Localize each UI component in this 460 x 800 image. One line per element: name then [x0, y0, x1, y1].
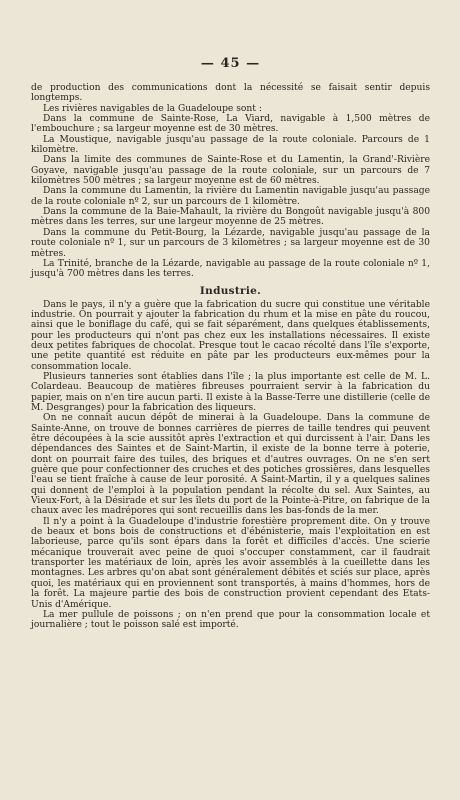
paragraph: Dans la commune du Petit-Bourg, la Lézarde, navigable jusqu'au passage de la route coloniale nº 1, sur un parcours de 3 kilomètres ; sa largeur moyenne est de 30 mètres.: [31, 227, 430, 259]
paragraph: La Moustique, navigable jusqu'au passage de la route coloniale. Parcours de 1 kilomètre.: [31, 134, 430, 156]
paragraph: Dans le pays, il n'y a guère que la fabrication du sucre qui constitue une véritable industrie. On pourrait y ajouter la fabrication du rhum et la mise en pâte du roucou, ainsi que le boniflage du café, qui se fait séparément, dans quelques établissements, pour les producteurs qui n'ont pas chez eux les installations nécessaires. Il existe deux petites fabriques de chocolat. Presque tout le cacao récolté dans l'île s'exporte, une petite quantité est réduite en pâte par les producteurs eux-mêmes pour la consommation locale.: [31, 299, 430, 372]
paragraph: Les rivières navigables de la Guadeloupe sont :: [43, 103, 262, 114]
rivers-section: [31, 83, 430, 280]
paragraph: Dans la limite des communes de Sainte-Rose et du Lamentin, la Grand'-Rivière Goyave, navigable jusqu'au passage de la route coloniale, sur un parcours de 7 kilomètres 500 mètres ; sa largeur moyenne est de 60 mètres.: [31, 155, 430, 187]
page-number: — 45 —: [200, 56, 261, 71]
industry-section: [31, 300, 430, 631]
paragraph: de production des communications dont la nécessité se faisait sentir depuis longtemps.: [31, 83, 430, 104]
paragraph: Dans la commune de Sainte-Rose, La Viard, navigable à 1,500 mètres de l'embouchure ; sa largeur moyenne est de 30 mètres.: [31, 114, 430, 135]
paragraph: La mer pullule de poissons ; on n'en prend que pour la consommation locale et journalière ; tout le poisson salé est importé.: [31, 609, 430, 631]
paragraph: Dans la commune du Lamentin, la rivière du Lamentin navigable jusqu'au passage de la route coloniale nº 2, sur un parcours de 1 kilomètre.: [31, 186, 430, 207]
paragraph: La Trinité, branche de la Lézarde, navigable au passage de la route coloniale nº 1, jusqu'à 700 mètres dans les terres.: [31, 258, 430, 280]
paragraph: On ne connaît aucun dépôt de minerai à la Guadeloupe. Dans la commune de Sainte-Anne, on trouve de bonnes carrières de pierres de taille tendres qui peuvent être découpées à la scie aussitôt après l'extraction et qui durcissent à l'air. Dans les dépendances des Saintes et de Saint-Martin, il existe de la bonne terre à poterie, dont on pourrait faire des tuiles, des briques et d'autres ouvrages. On ne s'en sert guère que pour confectionner des cruches et des potiches grossières, dans lesquelles l'eau se tient fraîche à cause de leur porosité. A Saint-Martin, il y a quelques salines qui donnent de l'emploi à la population pendant la récolte du sel. Aux Saintes, au Vieux-Fort, à la Désirade et sur les îlets du port de la Pointe-à-Pitre, on fabrique de la chaux avec les madrépores qui sont recueillis dans les bas-fonds de la mer.: [31, 413, 430, 517]
section-heading: Industrie.: [199, 284, 262, 297]
paragraph: Dans la commune de la Baie-Mahault, la rivière du Bongoût navigable jusqu'à 800 mètres dans les terres, sur une largeur moyenne de 25 mètres.: [31, 207, 430, 228]
paragraph: Plusieurs tanneries sont établies dans l'île ; la plus importante est celle de M. L. Colardeau. Beaucoup de matières fibreuses pourraient servir à la fabrication du papier, mais on n'en tire aucun parti. Il existe à la Basse-Terre une distillerie (celle de M. Desgranges) pour la fabrication des liqueurs.: [31, 371, 430, 413]
paragraph: Il n'y a point à la Guadeloupe d'industrie forestière proprement dite. On y trouve de beaux et bons bois de constructions et d'ébénisterie, mais l'exploitation en est laborieuse, parce qu'ils sont épars dans la forêt et difficiles d'accès. Une scierie mécanique trouverait avec peine de quoi s'occuper constamment, car il faudrait transporter les matériaux de loin, après les avoir assemblés à la cueillette dans les montagnes. Les arbres qu'on abat sont généralement débités et sciés sur place, après quoi, les matériaux qui en proviennent sont transportés, à mains d'hommes, hors de la forêt. La majeure partie des bois de construction provient cependant des Etats-Unis d'Amérique.: [31, 516, 430, 610]
